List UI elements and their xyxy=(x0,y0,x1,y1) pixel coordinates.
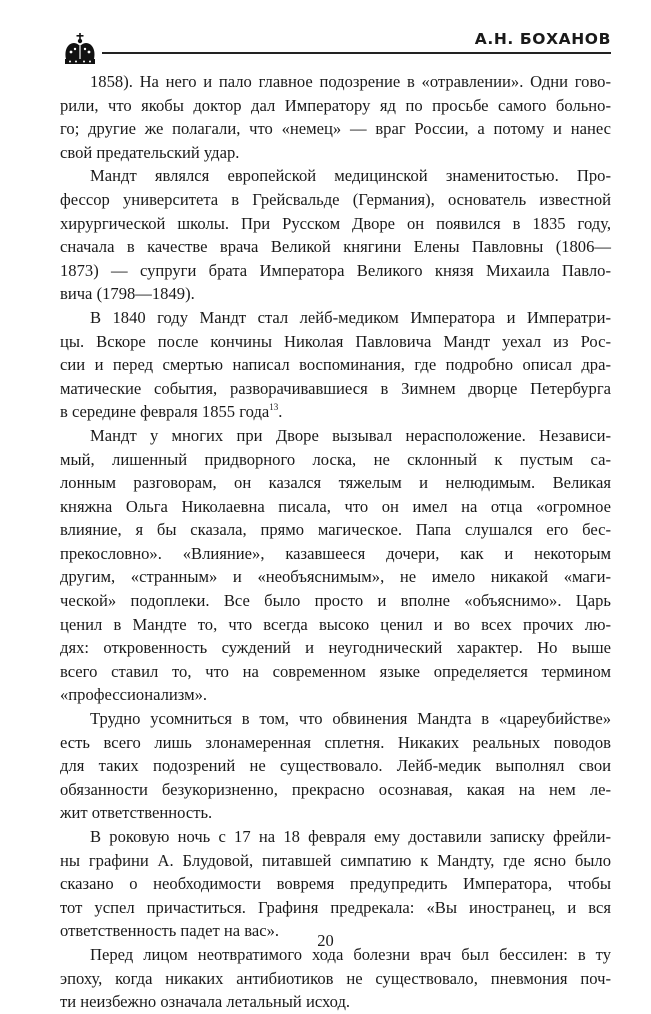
paragraph xyxy=(60,707,611,825)
paragraph xyxy=(60,825,611,943)
text-line: ти неизбежно означала летальный исход. xyxy=(60,992,351,1012)
text-line: сначала в качестве врача Великой княгини Елены Павловны (1806— xyxy=(60,237,611,257)
paragraph xyxy=(60,943,611,1014)
text-line: мый, лишенный придворного лоска, не склонный к пустым са- xyxy=(60,449,611,469)
paragraph xyxy=(60,164,611,306)
text-line: всего ставил то, что на современном языке определяется термином xyxy=(60,661,611,681)
text-line: сказано о необходимости вовремя предупредить Императора, чтобы xyxy=(60,874,611,894)
text-line: жит ответственность. xyxy=(60,803,213,823)
text-line: ценил в Мандте то, что всегда высоко ценил и во всех прочих лю- xyxy=(60,614,611,634)
paragraph xyxy=(60,306,611,424)
text-line: Трудно усомниться в том, что обвинения Мандта в «цареубийстве» xyxy=(90,709,611,729)
text-line: прекословно». «Влияние», казавшееся дочери, как и некоторым xyxy=(60,543,611,563)
running-header-author: А.Н. БОХАНОВ xyxy=(461,30,611,48)
text-line: Перед лицом неотвратимого хода болезни врач был бессилен: в ту xyxy=(90,944,611,964)
text-line: тот успел причаститься. Графиня предрекала: «Вы иностранец, и вся xyxy=(60,897,611,917)
text-line: фессор университета в Грейсвальде (Германия), основатель известной xyxy=(60,189,611,209)
body-text xyxy=(60,70,611,1014)
paragraph xyxy=(60,70,611,164)
text-line: свой предательский удар. xyxy=(60,142,240,162)
text-line: лонным разговорам, он казался тяжелым и нелюдимым. Великая xyxy=(60,473,611,493)
text-line: в середине февраля 1855 года$^{13}$. xyxy=(60,402,283,422)
header-rule xyxy=(102,52,611,54)
text-line: Мандт являлся европейской медицинской знаменитостью. Про- xyxy=(90,166,611,186)
text-line: влияние, я бы сказала, прямо магическое. Папа слушался его бес- xyxy=(60,520,611,540)
text-line: хирургической школы. При Русском Дворе он появился в 1835 году, xyxy=(60,213,611,233)
text-line: другим, «странным» и «необъяснимым», не имело никакой «маги- xyxy=(60,567,611,587)
imperial-crown-icon xyxy=(62,32,98,66)
text-line: обязанности безукоризненно, прекрасно осознавая, какая на нем ле- xyxy=(60,779,611,799)
text-line: дях: откровенность суждений и неугоднический характер. Но выше xyxy=(60,638,611,658)
text-line: «профессионализм». xyxy=(60,685,208,705)
paragraph xyxy=(60,424,611,707)
text-line: го; другие же полагали, что «немец» — враг России, а потому и нанес xyxy=(60,119,611,139)
text-line: эпоху, когда никаких антибиотиков не существовало, пневмония поч- xyxy=(60,968,611,988)
text-line: 1858). На него и пало главное подозрение в «отравлении». Одни гово- xyxy=(90,72,611,91)
text-line: Мандт у многих при Дворе вызывал нерасположение. Независи- xyxy=(90,425,611,445)
footnote-marker[interactable]: 13 xyxy=(269,402,279,413)
text-line: вича (1798—1849). xyxy=(60,284,195,304)
text-line: ответственность падет на вас». xyxy=(60,921,280,941)
text-line: сии и перед смертью написал воспоминания, где подробно описал дра- xyxy=(60,355,611,375)
text-line: княжна Ольга Николаевна писала, что он имел на отца «огромное xyxy=(60,496,611,516)
text-line: В 1840 году Мандт стал лейб-медиком Императора и Императри- xyxy=(90,307,611,327)
page-number: 20 xyxy=(317,931,334,950)
text-line: ны графини А. Блудовой, питавшей симпатию к Мандту, где ясно было xyxy=(60,850,611,870)
text-line: 1873) — супруги брата Императора Великого князя Михаила Павло- xyxy=(60,260,611,280)
text-line: есть всего лишь злонамеренная сплетня. Никаких реальных поводов xyxy=(60,732,611,752)
text-line: рили, что якобы доктор дал Императору яд по просьбе самого больно- xyxy=(60,95,611,115)
text-line: ческой» подоплеки. Все было просто и вполне «объяснимо». Царь xyxy=(60,591,611,611)
text-line: для таких подозрений не существовало. Лейб-медик выполнял свои xyxy=(60,756,611,776)
text-line: В роковую ночь с 17 на 18 февраля ему доставили записку фрейли- xyxy=(90,827,611,846)
running-header xyxy=(60,18,611,70)
text-line: матические события, разворачивавшиеся в Зимнем дворце Петербурга xyxy=(60,378,611,398)
text-line: цы. Вскоре после кончины Николая Павловича Мандт уехал из Рос- xyxy=(60,331,611,351)
